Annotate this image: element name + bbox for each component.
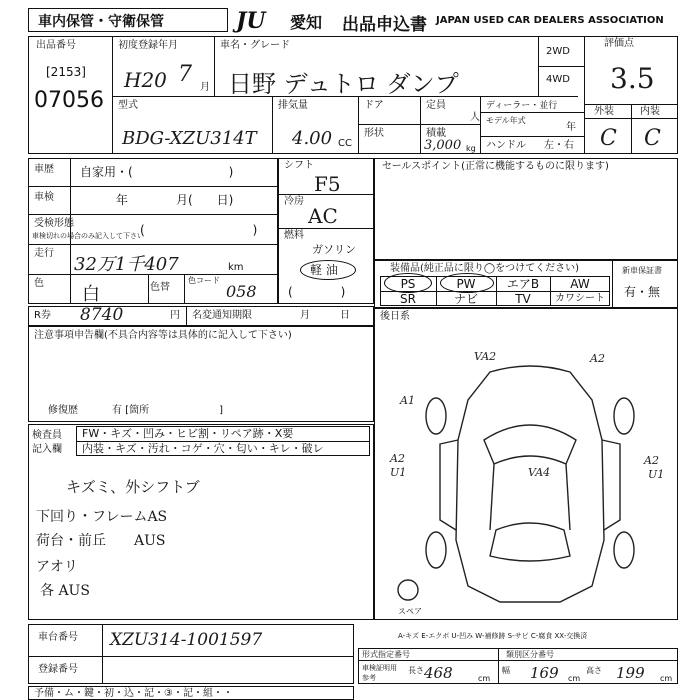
reg-number-label: 登録番号 (38, 664, 78, 675)
fuel-type: ガソリン (312, 243, 356, 256)
inspection-value: 年 月( 日) (116, 193, 234, 207)
warranty-value: 有・無 (624, 285, 661, 299)
shift-label: シフト (284, 160, 314, 171)
selling-points-label: セールスポイント(正常に機能するものに限ります) (382, 161, 609, 172)
load-value: 3,000 (424, 138, 462, 153)
mileage-unit: km (228, 262, 244, 273)
ju-logo-mark: JU (236, 8, 266, 34)
storage-note: 車内保管・守衛保管 (38, 14, 164, 30)
car-body-outline (456, 366, 604, 602)
ju-logo (236, 8, 266, 34)
width-unit: cm (568, 674, 581, 683)
equipment-label: 装備品(純正品に限り◯をつけてください) (390, 263, 579, 274)
score-value: 3.5 (610, 62, 655, 95)
ac-value: AC (308, 204, 338, 228)
inspection-label: 車検 (34, 192, 54, 203)
year-unit: 年 (566, 122, 576, 133)
form-title: 出品申込書 (342, 15, 427, 35)
inspector-note-2: 下回り・フレームAS (36, 509, 168, 525)
load-unit: kg (466, 144, 476, 153)
color-value: 白 (82, 284, 100, 305)
model-value: BDG-XZU314T (122, 128, 257, 149)
notes-label: 注意事項申告欄(不具合内容等は具体的に記入して下さい) (34, 330, 292, 341)
height-unit: cm (660, 674, 673, 683)
fuel-bracket: ( ) (288, 285, 346, 299)
notice-label: 名変通知期限 (192, 310, 252, 321)
exterior-grade: C (600, 126, 617, 151)
equip-airbag: エアB (506, 277, 540, 291)
ac-label: 冷房 (284, 196, 304, 207)
first-reg-label: 初度登録年月 (118, 40, 178, 51)
bottom-row: 予備・ム・鍵・初・込・記・③・記・組・・ (34, 688, 233, 699)
mark-a2-top: A2 (590, 352, 605, 365)
fuel-label: 燃料 (284, 230, 304, 241)
mileage-label: 走行 (34, 248, 54, 259)
drive-4wd: 4WD (546, 74, 570, 85)
recycle-value: 8740 (80, 305, 124, 325)
history-label: 車歴 (34, 164, 54, 175)
car-damage-diagram (380, 340, 670, 620)
capacity-unit: 人 (470, 112, 480, 123)
receipt-value: ( ) (140, 223, 258, 237)
capacity-label: 定員 (426, 100, 446, 111)
inspector-note-4: アオリ (36, 559, 78, 575)
inspector-note-3: 荷台・前丘 AUS (36, 533, 166, 549)
color-code-label: 色コード (188, 276, 220, 285)
color-change-label: 色替 (150, 282, 170, 293)
mileage-value: 32万1千407 (74, 254, 179, 275)
wheel-front-right (614, 398, 634, 434)
handle-label: ハンドル (486, 140, 526, 151)
org-name: 愛知 (290, 13, 323, 32)
door-label: ドア (364, 100, 384, 111)
score-label: 評価点 (604, 38, 634, 49)
displacement-label: 排気量 (278, 100, 308, 111)
inspector-row-2: 内装・キズ・汚れ・コゲ・穴・匂い・キレ・破レ (82, 442, 324, 455)
spare-tire (398, 580, 418, 600)
class-label: 類別区分番号 (506, 650, 554, 659)
interior-grade: C (644, 126, 661, 151)
rear-seat-label: 後日系 (380, 311, 410, 322)
height-label: 高さ (586, 666, 602, 675)
history-value: 自家用・( ) (80, 165, 234, 179)
cert-label: 車検証明用 (362, 664, 397, 672)
recycle-unit: 円 (170, 310, 180, 321)
load-label: 積載 (426, 128, 446, 139)
equip-sr: SR (400, 292, 416, 306)
width-label: 幅 (502, 666, 510, 675)
chassis-label: 車台番号 (38, 632, 78, 643)
drive-2wd: 2WD (546, 46, 570, 57)
fuel-value: 軽 油 (310, 263, 338, 277)
color-code: 058 (226, 282, 257, 301)
height-value: 199 (616, 664, 645, 682)
equip-navi: ナビ (453, 292, 478, 306)
car-name: 日野 デュトロ ダンプ (228, 70, 459, 98)
lot-sub-number: [2153] (46, 65, 86, 79)
equip-tv: TV (515, 292, 531, 306)
recycle-label: R券 (34, 310, 51, 321)
repair-label: 修復歴 (48, 405, 78, 416)
receipt-note: 車検切れの場合のみ記入して下さい (32, 232, 144, 240)
model-year-label: モデル年式 (486, 116, 526, 125)
mark-va2: VA2 (474, 350, 497, 363)
selling-points-box (374, 158, 678, 260)
windshield (484, 425, 576, 464)
name-grade-label: 車名・グレード (220, 40, 290, 51)
first-reg-month: 7 (178, 62, 192, 87)
wheel-rear-right (614, 532, 634, 568)
color-label: 色 (34, 278, 44, 289)
shift-value: F5 (314, 172, 341, 196)
receipt-label: 受検形態 (34, 218, 74, 229)
month-unit: 月 (200, 82, 210, 93)
inspector-note-1: キズミ、外シフトブ (66, 478, 200, 496)
width-value: 169 (530, 664, 559, 682)
inspector-row-1: FW・キズ・凹み・ヒビ割・リペア跡・X要 (82, 427, 294, 440)
chassis-value: XZU314-1001597 (110, 630, 263, 650)
repair-value: 有 [箇所 ] (112, 405, 223, 416)
mark-a2-right: A2 (644, 454, 659, 467)
damage-legend: A-キズ E-エクボ U-凹み W-補修跡 S-サビ C-腐食 XX-交換済 (398, 632, 588, 640)
mark-u1-right: U1 (648, 468, 665, 481)
equip-leather-seat: カワシート (555, 293, 605, 304)
handle-options: 左・右 (544, 140, 574, 151)
equip-ps-circle (384, 273, 432, 293)
displacement-unit: CC (338, 138, 352, 149)
interior-label: 内装 (640, 106, 660, 117)
dealer-label: ディーラー・並行 (486, 101, 558, 111)
lot-label: 出品番号 (36, 40, 76, 51)
mark-va4: VA4 (528, 466, 551, 479)
length-unit: cm (478, 674, 491, 683)
lot-number: 07056 (34, 88, 104, 113)
length-value: 468 (424, 664, 453, 682)
ref-label: 参考 (362, 674, 376, 682)
inspector-label-2: 記入欄 (32, 444, 62, 455)
inspector-note-5: 各 AUS (40, 583, 90, 599)
spare-label: スペア (398, 607, 422, 616)
displacement-value: 4.00 (292, 128, 333, 149)
first-reg-year: H20 (124, 68, 167, 92)
wheel-rear-left (426, 532, 446, 568)
mark-a1: A1 (400, 394, 415, 407)
warranty-label: 新車保証書 (622, 266, 662, 275)
notice-value: 月 日 (300, 310, 350, 321)
mark-u1-left: U1 (390, 466, 407, 479)
length-label: 長さ (408, 666, 424, 675)
equip-ps: PS (400, 277, 416, 291)
org-english: JAPAN USED CAR DEALERS ASSOCIATION (436, 15, 664, 26)
equip-aw: AW (570, 277, 590, 291)
inspector-label-1: 検査員 (32, 430, 62, 441)
shape-label: 形状 (364, 128, 384, 139)
type-cert-label: 形式指定番号 (362, 650, 410, 659)
mark-a2-left: A2 (390, 452, 405, 465)
model-label: 型式 (118, 100, 138, 111)
equip-pw-circle (440, 273, 494, 293)
exterior-label: 外装 (594, 106, 614, 117)
wheel-front-left (426, 398, 446, 434)
rear-window (490, 523, 570, 561)
equip-pw: PW (456, 277, 476, 291)
